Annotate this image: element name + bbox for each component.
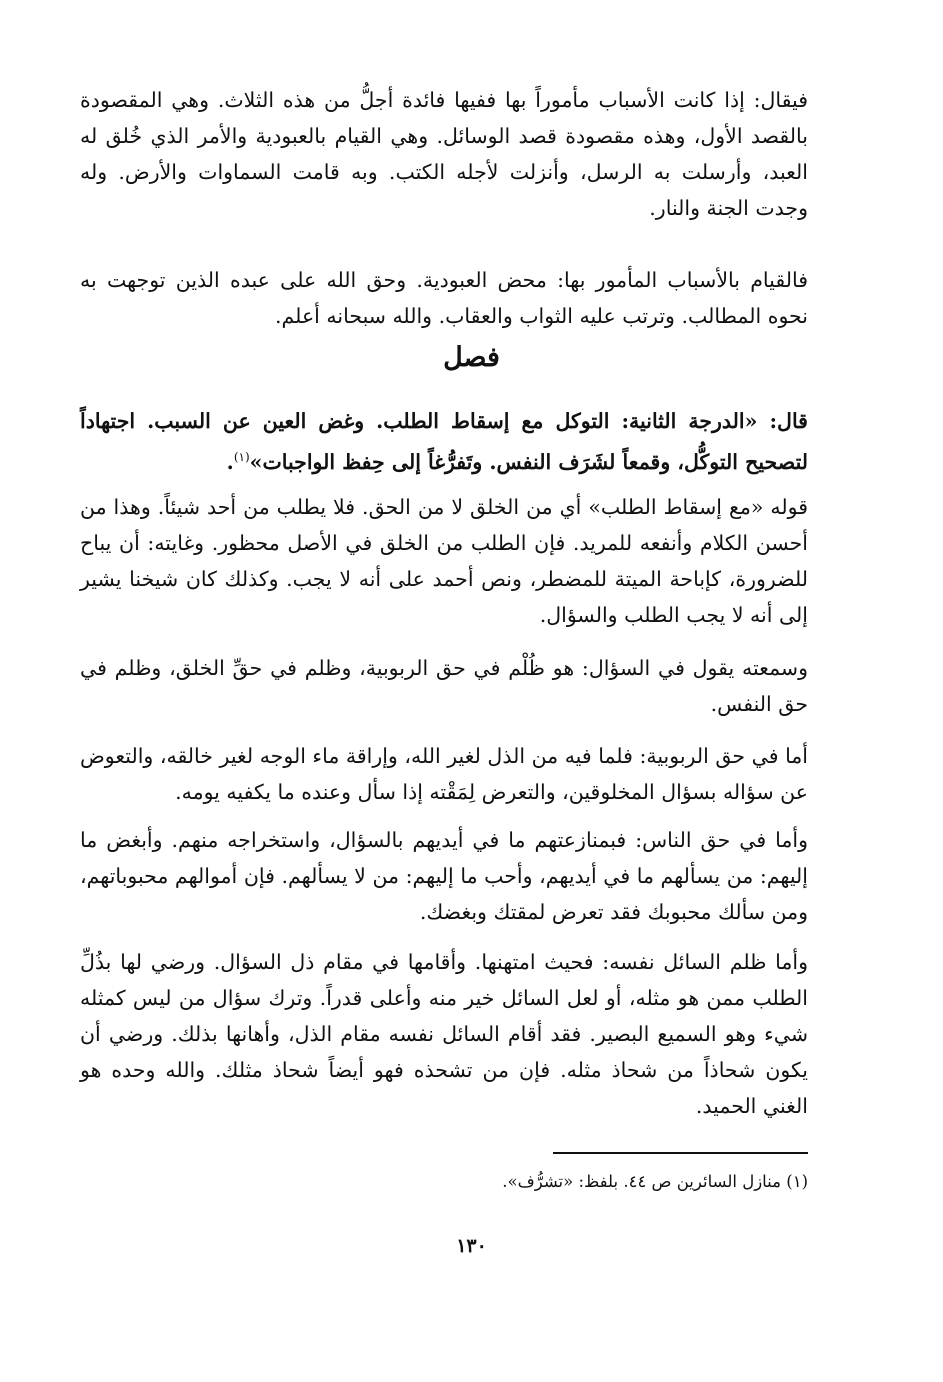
- paragraph-4: وسمعته يقول في السؤال: هو ظُلْم في حق الربوبية، وظلم في حقِّ الخلق، وظلم في حق النفس.: [80, 656, 808, 716]
- section-heading: فصل: [443, 342, 500, 373]
- quote-body: قال: «الدرجة الثانية: التوكل مع إسقاط الطلب. وغض العين عن السبب. اجتهاداً لتصحيح التوكُّل، وقمعاً لشَرَف النفس. وتَفرُّغاً إلى حِفظ الواجبات»: [80, 409, 808, 474]
- paragraph-2: فالقيام بالأسباب المأمور بها: محض العبودية. وحق الله على عبده الذين توجهت به نحوه المطالب. وترتب عليه الثواب والعقاب. والله سبحانه أعلم.: [80, 268, 808, 328]
- footnote-divider: [553, 1152, 808, 1154]
- paragraph-1: فيقال: إذا كانت الأسباب مأموراً بها ففيها فائدة أجلُّ من هذه الثلاث. وهي المقصودة بالقصد الأول، وهذه مقصودة قصد الوسائل. وهي القيام بالعبودية والأمر الذي خُلق له العبد، وأرسلت به الرسل، وأنزلت لأجله الكتب. وبه قامت السماوات والأرض. وله وجدت الجنة والنار.: [80, 88, 808, 220]
- footnote-ref: (١): [233, 450, 250, 464]
- paragraph-5: أما في حق الربوبية: فلما فيه من الذل لغير الله، وإراقة ماء الوجه لغير خالقه، والتعوض عن سؤاله بسؤال المخلوقين، والتعرض لِمَقْته إذا سأل وعنده ما يكفيه يومه.: [80, 744, 808, 804]
- paragraph-6: وأما في حق الناس: فبمنازعتهم ما في أيديهم بالسؤال، واستخراجه منهم. وأبغض ما إليهم: من يسألهم ما في أيديهم، وأحب ما إليهم: من لا يسألهم. فإن أموالهم محبوباتهم، ومن سألك محبوبك فقد تعرض لمقتك وبغضك.: [80, 828, 808, 924]
- paragraph-3: قوله «مع إسقاط الطلب» أي من الخلق لا من الحق. فلا يطلب من أحد شيئاً. وهذا من أحسن الكلام وأنفعه للمريد. فإن الطلب من الخلق في الأصل محظور. وغايته: أن يباح للضرورة، كإباحة الميتة للمضطر، ونص أحمد على أنه لا يجب. وكذلك كان شيخنا يشير إلى أنه لا يجب الطلب والسؤال.: [80, 495, 808, 627]
- page-number: ١٣٠: [456, 1235, 487, 1257]
- quoted-text: قال: «الدرجة الثانية: التوكل مع إسقاط الطلب. وغض العين عن السبب. اجتهاداً لتصحيح التوكُّل، وقمعاً لشَرَف النفس. وتَفرُّغاً إلى حِفظ الواجبات»$^{(١)}$.: [80, 409, 808, 474]
- footnote: (١) منازل السائرين ص ٤٤. بلفظ: «تشرُّف».: [502, 1172, 808, 1191]
- paragraph-7: وأما ظلم السائل نفسه: فحيث امتهنها. وأقامها في مقام ذل السؤال. ورضي لها بذُلِّ الطلب ممن هو مثله، أو لعل السائل خير منه وأعلى قدراً. وترك سؤال من ليس كمثله شيء وهو السميع البصير. فقد أقام السائل نفسه مقام الذل، وأهانها بذلك. ورضي أن يكون شحاذاً من شحاذ مثله. فإن من تشحذه فهو أيضاً شحاذ مثلك. والله وحده هو الغني الحميد.: [80, 950, 808, 1118]
